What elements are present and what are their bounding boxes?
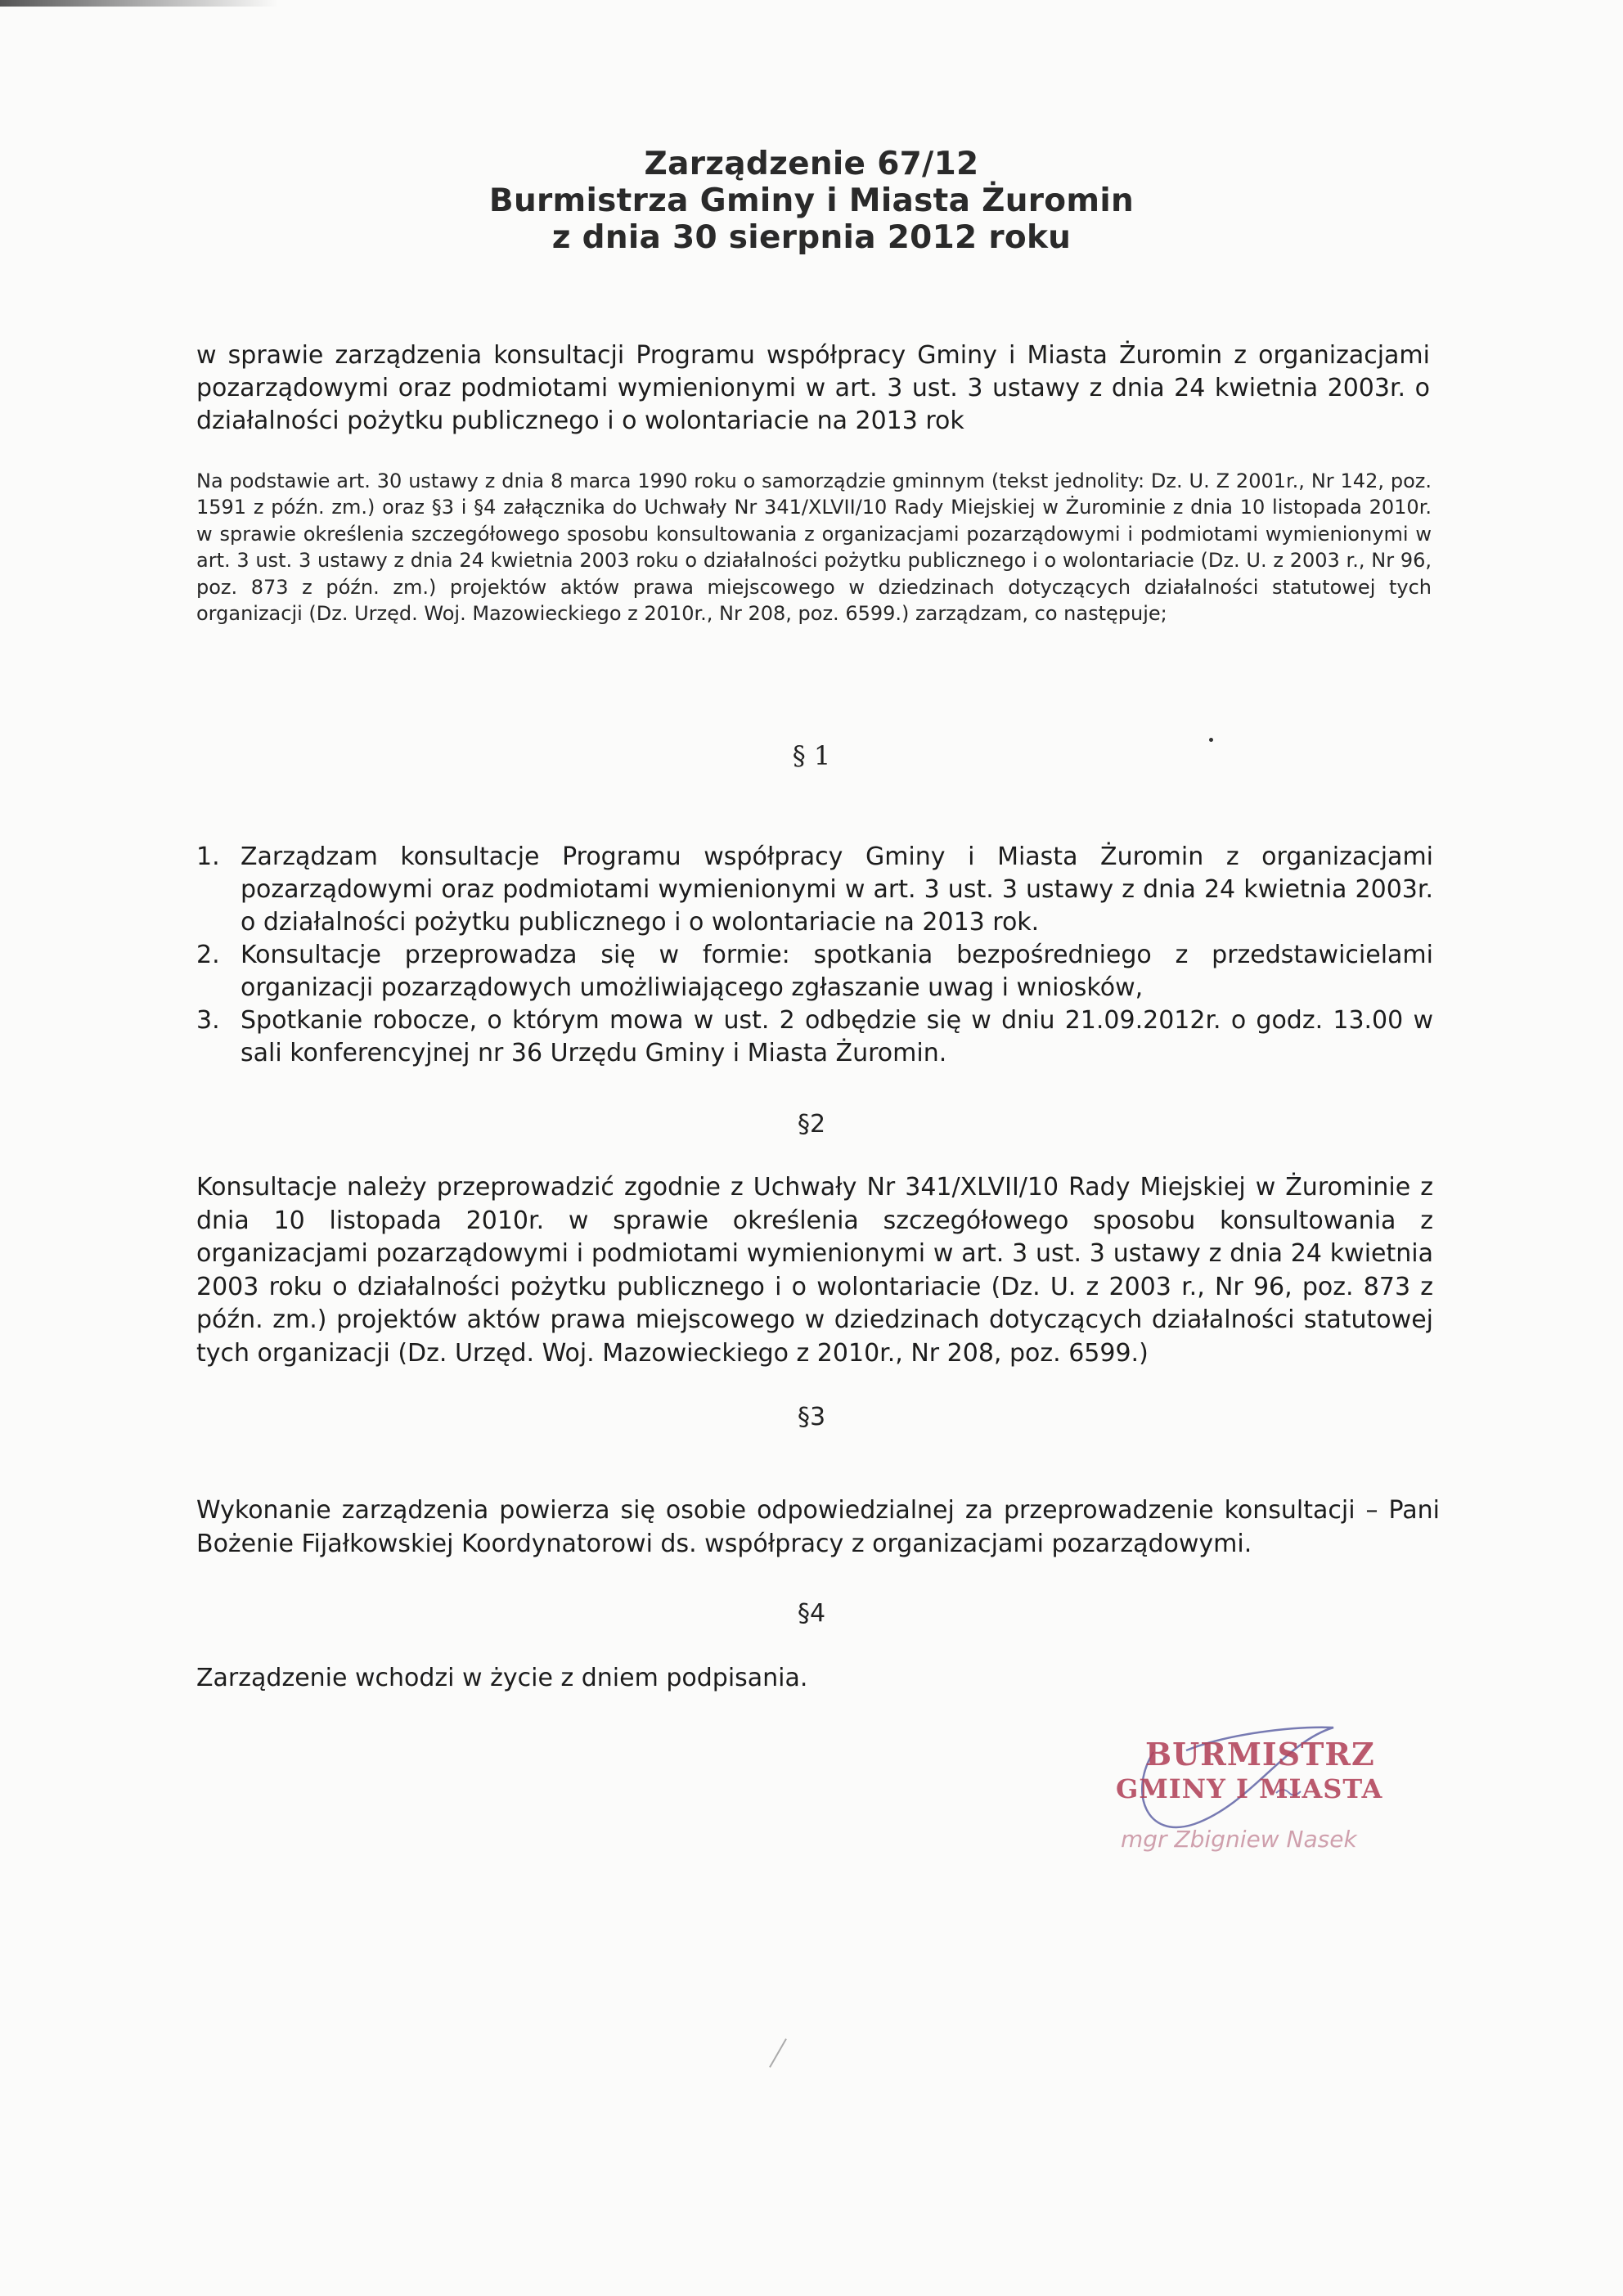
list-item-text: Konsultacje przeprowadza się w formie: spotkania bezpośredniego z przedstawicielami organizacji pozarządowych umożliwiającego zgłaszanie uwag i wniosków, — [241, 941, 1433, 1002]
stamp-signatory: mgr Zbigniew Nasek — [1121, 1826, 1357, 1853]
document-issuer: Burmistrza Gminy i Miasta Żuromin — [488, 182, 1135, 219]
list-item-number: 1. — [196, 842, 220, 871]
subject-paragraph: w sprawie zarządzenia konsultacji Programu współpracy Gminy i Miasta Żuromin z organizacjami pozarządowymi oraz podmiotami wymienionymi w art. 3 ust. 3 ustawy z dnia 24 kwietnia 2003r. o działalności pożytku publicznego i o wolontariacie na 2013 rok — [196, 341, 1430, 435]
document-title: Zarządzenie 67/12 — [644, 146, 979, 182]
stamp-office: GMINY I MIASTA — [1116, 1773, 1383, 1804]
scan-edge-artifact — [0, 0, 278, 7]
list-item-number: 2. — [196, 941, 220, 969]
section-1-list — [196, 841, 1433, 1070]
section-3-text: Wykonanie zarządzenia powierza się osobie odpowiedzialnej za przeprowadzenie konsultacji – Pani Bożenie Fijałkowskiej Koordynatorowi ds. współpracy z organizacjami pozarządowymi. — [196, 1496, 1440, 1558]
section-4-heading: §4 — [797, 1599, 826, 1628]
section-3-heading: §3 — [797, 1403, 826, 1431]
section-4-text: Zarządzenie wchodzi w życie z dniem podpisania. — [196, 1664, 808, 1692]
list-item — [196, 841, 1433, 939]
document-date: z dnia 30 sierpnia 2012 roku — [551, 219, 1072, 256]
legal-basis-paragraph: Na podstawie art. 30 ustawy z dnia 8 marca 1990 roku o samorządzie gminnym (tekst jednolity: Dz. U. Z 2001r., Nr 142, poz. 1591 z późn. zm.) oraz §3 i §4 załącznika do Uchwały Nr 341/XLVII/10 Rady Miejskiej w Żurominie z dnia 10 listopada 2010r. w sprawie określenia szczegółowego sposobu konsultowania z organizacjami pozarządowymi i podmiotami wymienionymi w art. 3 ust. 3 ustawy z dnia 24 kwietnia 2003 roku o działalności pożytku publicznego i o wolontariacie (Dz. U. z 2003 r., Nr 96, poz. 873 z późn. zm.) projektów aktów prawa miejscowego w dziedzinach dotyczących działalności statutowej tych organizacji (Dz. Urzęd. Woj. Mazowieckiego z 2010r., Nr 208, poz. 6599.) zarządzam, co następuje; — [196, 470, 1432, 626]
list-item-text: Zarządzam konsultacje Programu współpracy Gminy i Miasta Żuromin z organizacjami pozarządowymi oraz podmiotami wymienionymi w art. 3 ust. 3 ustawy z dnia 24 kwietnia 2003r. o działalności pożytku publicznego i o wolontariacie na 2013 rok. — [241, 842, 1433, 937]
section-1-heading: § 1 — [792, 740, 831, 771]
pen-mark — [769, 2038, 787, 2068]
document-header — [0, 146, 1623, 256]
list-item — [196, 939, 1433, 1004]
official-stamp — [1096, 1701, 1391, 1889]
section-2-heading: §2 — [797, 1110, 826, 1139]
list-item — [196, 1004, 1433, 1070]
list-item-text: Spotkanie robocze, o którym mowa w ust. 2 odbędzie się w dniu 21.09.2012r. o godz. 13.00 w sali konferencyjnej nr 36 Urzędu Gminy i Miasta Żuromin. — [241, 1006, 1433, 1067]
list-item-number: 3. — [196, 1006, 220, 1035]
stamp-title: BURMISTRZ — [1145, 1736, 1375, 1773]
section-2-text: Konsultacje należy przeprowadzić zgodnie z Uchwały Nr 341/XLVII/10 Rady Miejskiej w Żurominie z dnia 10 listopada 2010r. w sprawie określenia szczegółowego sposobu konsultowania z organizacjami pozarządowymi i podmiotami wymienionymi w art. 3 ust. 3 ustawy z dnia 24 kwietnia 2003 roku o działalności pożytku publicznego i o wolontariacie (Dz. U. z 2003 r., Nr 96, poz. 873 z późn. zm.) projektów aktów prawa miejscowego w dziedzinach dotyczących działalności statutowej tych organizacji (Dz. Urzęd. Woj. Mazowieckiego z 2010r., Nr 208, poz. 6599.) — [196, 1173, 1433, 1368]
